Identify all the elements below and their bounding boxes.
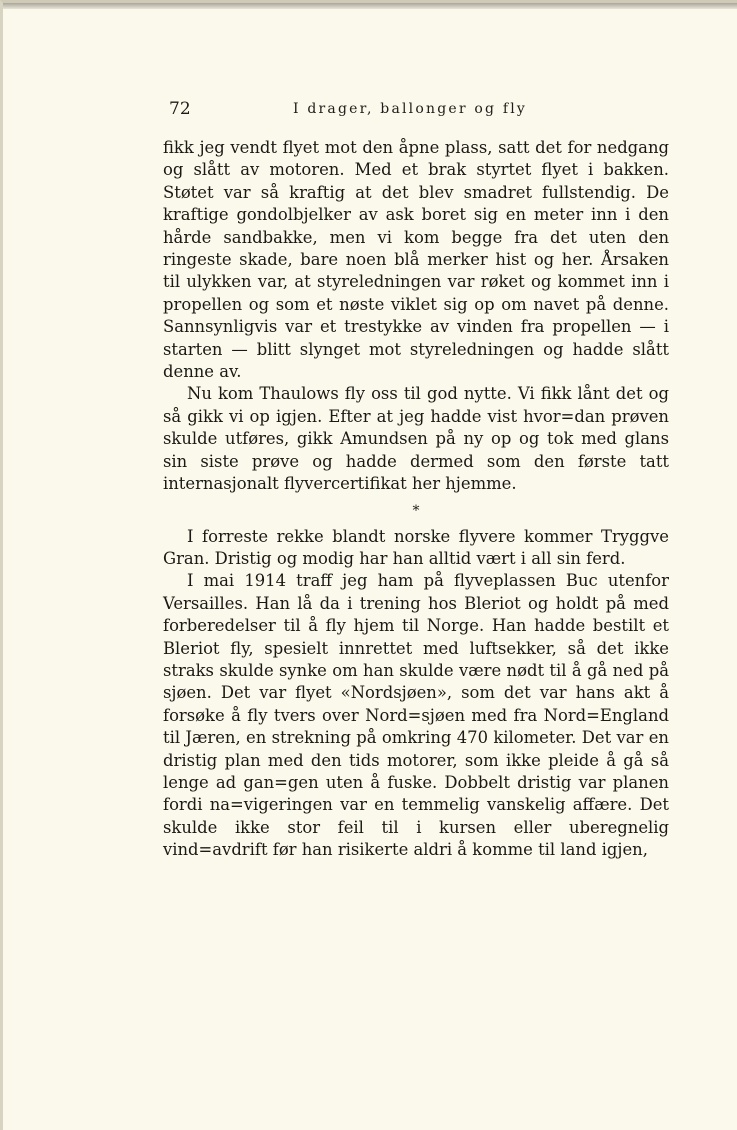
page-header bbox=[169, 99, 549, 123]
body-text bbox=[163, 137, 669, 862]
paragraph-1: fikk jeg vendt flyet mot den åpne plass, satt det for nedgang og slått av motoren. Med et brak styrtet flyet i bakken. Støtet var så kraftig at det blev smadret fullstendig. De kraftige gondolbjelker av ask boret sig en meter inn i den hårde sandbakke, men vi kom begge fra det uten den ringeste skade, bare noen blå merker hist og her. Årsaken til ulykken var, at styreledningen var røket og kommet inn i propellen og som et nøste viklet sig op om navet på denne. Sannsynligvis var et trestykke av vinden fra propellen — i starten — blitt slynget mot styreledningen og hadde slått denne av. bbox=[163, 138, 669, 382]
page-top-edge bbox=[3, 3, 737, 9]
paragraph-4: I mai 1914 traff jeg ham på flyveplassen Buc utenfor Versailles. Han lå da i trening hos Bleriot og holdt på med forberedelser til å fly hjem til Norge. Han hadde bestilt et Bleriot fly, spesielt innrettet med luftsekker, så det ikke straks skulde synke om han skulde være nødt til å gå ned på sjøen. Det var flyet «Nordsjøen», som det var hans akt å forsøke å fly tvers over Nord=sjøen med fra Nord=England til Jæren, en strekning på omkring 470 kilometer. Det var en dristig plan med den tids motorer, som ikke pleide å gå så lenge ad gan=gen uten å fuske. Dobbelt dristig var planen fordi na=vigeringen var en temmelig vanskelig affære. Det skulde ikke stor feil til i kursen eller uberegnelig vind=avdrift før han risikerte aldri å komme til land igjen, bbox=[163, 571, 669, 860]
paragraph-2: Nu kom Thaulows fly oss til god nytte. Vi fikk lånt det og så gikk vi op igjen. Efter at jeg hadde vist hvor=dan prøven skulde utføres, gikk Amundsen på ny op og tok med glans sin siste prøve og hadde dermed som den første tatt internasjonalt flyvercertifikat her hjemme. bbox=[163, 384, 669, 494]
paragraph-3: I forreste rekke blandt norske flyvere kommer Tryggve Gran. Dristig og modig har han alltid vært i all sin ferd. bbox=[163, 526, 669, 568]
page-number: 72 bbox=[169, 99, 191, 119]
section-break-mark: * bbox=[412, 502, 420, 519]
running-title: I drager, ballonger og fly bbox=[293, 101, 527, 117]
